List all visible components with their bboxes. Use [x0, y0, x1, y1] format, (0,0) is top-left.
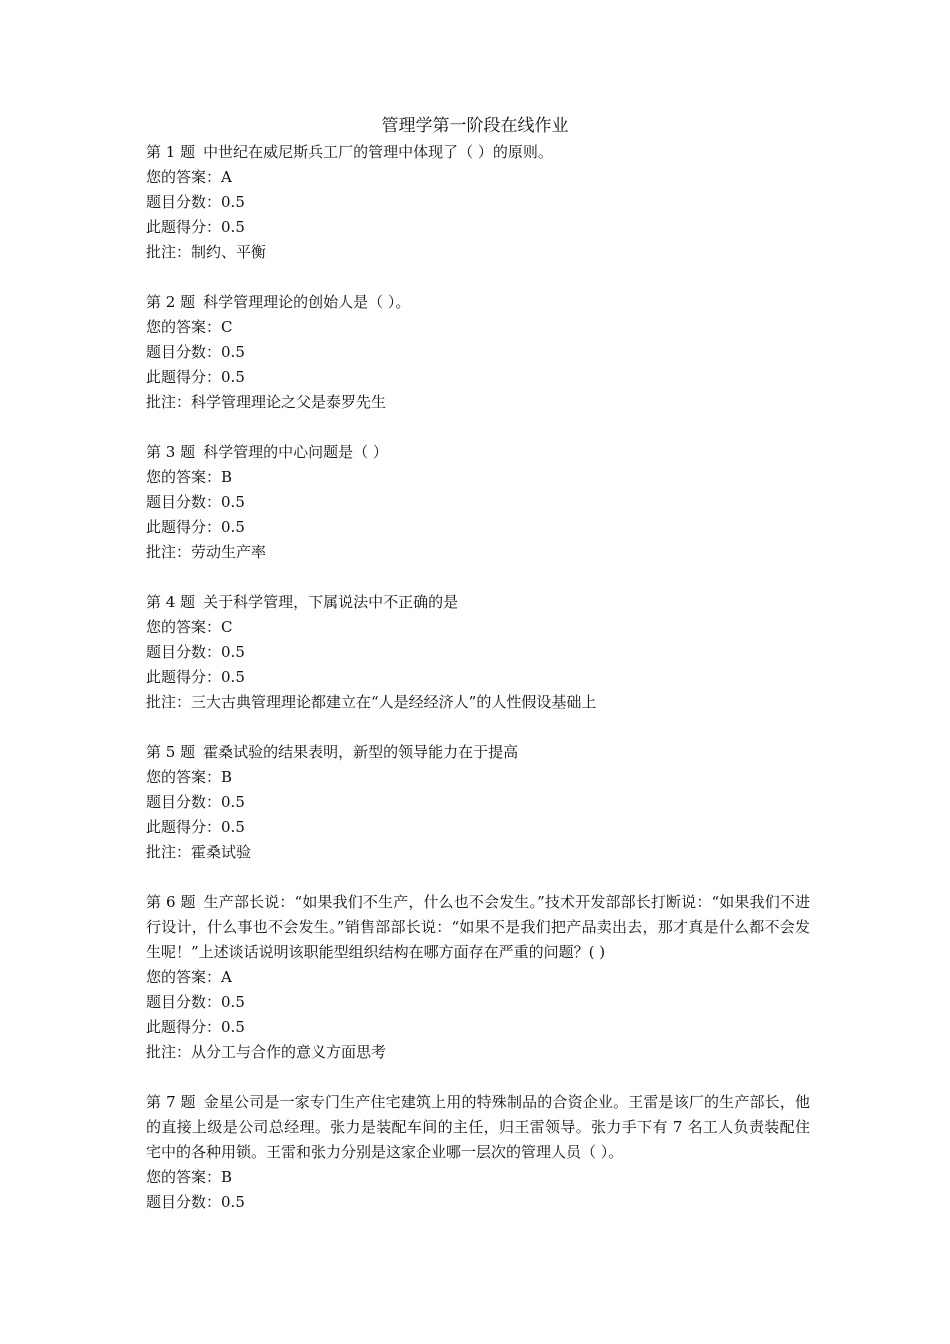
question-text-line: [146, 1090, 810, 1165]
total-score-line: [146, 990, 810, 1015]
note-label: 批注：: [146, 693, 192, 711]
note-value: 制约、平衡: [191, 243, 267, 261]
question-text-line: [146, 290, 810, 315]
answer-label: 您的答案：: [146, 618, 222, 636]
total-score-line: [146, 790, 810, 815]
note-line: [146, 390, 810, 415]
answer-label: 您的答案：: [146, 318, 222, 336]
earned-score-label: 此题得分：: [146, 218, 222, 236]
answer-label: 您的答案：: [146, 168, 222, 186]
earned-score-line: [146, 365, 810, 390]
note-value: 霍桑试验: [191, 843, 252, 861]
note-line: [146, 690, 810, 715]
question-text: 生产部长说：“如果我们不生产，什么也不会发生。”技术开发部部长打断说：“如果我们不进行设计，什么事也不会发生。”销售部部长说：“如果不是我们把产品卖出去，那才真是什么都不会发生呢！”上述谈话说明该职能型组织结构在哪方面存在严重的问题？( ): [146, 893, 810, 961]
answer-value: B: [221, 468, 233, 486]
note-line: [146, 240, 810, 265]
question-number: 第 5 题: [146, 743, 196, 761]
note-value: 劳动生产率: [191, 543, 267, 561]
answer-line: [146, 615, 810, 640]
question-block: [146, 290, 810, 415]
total-score-value: 0.5: [221, 343, 245, 361]
note-label: 批注：: [146, 843, 192, 861]
earned-score-label: 此题得分：: [146, 668, 222, 686]
answer-label: 您的答案：: [146, 468, 222, 486]
answer-value: A: [221, 968, 232, 986]
question-text-line: [146, 740, 810, 765]
total-score-label: 题目分数：: [146, 993, 222, 1011]
answer-line: [146, 765, 810, 790]
earned-score-line: [146, 515, 810, 540]
total-score-label: 题目分数：: [146, 643, 222, 661]
total-score-value: 0.5: [221, 193, 245, 211]
note-value: 从分工与合作的意义方面思考: [191, 1043, 387, 1061]
answer-line: [146, 965, 810, 990]
question-text-line: [146, 440, 810, 465]
earned-score-value: 0.5: [221, 218, 245, 236]
earned-score-value: 0.5: [221, 1018, 245, 1036]
answer-line: [146, 165, 810, 190]
answer-label: 您的答案：: [146, 968, 222, 986]
total-score-line: [146, 490, 810, 515]
question-block: [146, 890, 810, 1065]
note-label: 批注：: [146, 243, 192, 261]
question-number: 第 3 题: [146, 443, 196, 461]
question-block: [146, 740, 810, 865]
answer-line: [146, 1165, 810, 1190]
note-line: [146, 1040, 810, 1065]
answer-label: 您的答案：: [146, 768, 222, 786]
question-number: 第 7 题: [146, 1093, 196, 1111]
earned-score-value: 0.5: [221, 668, 245, 686]
answer-value: A: [221, 168, 232, 186]
question-text-line: [146, 590, 810, 615]
note-label: 批注：: [146, 393, 192, 411]
note-line: [146, 540, 810, 565]
earned-score-label: 此题得分：: [146, 1018, 222, 1036]
question-list: [146, 140, 810, 1240]
total-score-value: 0.5: [221, 993, 245, 1011]
answer-line: [146, 315, 810, 340]
answer-value: C: [221, 618, 233, 636]
question-block: [146, 140, 810, 265]
earned-score-line: [146, 665, 810, 690]
question-number: 第 2 题: [146, 293, 196, 311]
note-label: 批注：: [146, 1043, 192, 1061]
total-score-label: 题目分数：: [146, 343, 222, 361]
earned-score-value: 0.5: [221, 818, 245, 836]
answer-line: [146, 465, 810, 490]
question-text: 科学管理的中心问题是（ ）: [203, 443, 388, 461]
total-score-label: 题目分数：: [146, 793, 222, 811]
total-score-line: [146, 640, 810, 665]
note-value: 三大古典管理理论都建立在“人是经经济人”的人性假设基础上: [191, 693, 597, 711]
total-score-value: 0.5: [221, 643, 245, 661]
total-score-label: 题目分数：: [146, 493, 222, 511]
question-text-line: [146, 890, 810, 965]
answer-value: B: [221, 1168, 233, 1186]
question-block: [146, 440, 810, 565]
earned-score-label: 此题得分：: [146, 518, 222, 536]
question-text: 关于科学管理，下属说法中不正确的是: [203, 593, 459, 611]
earned-score-line: [146, 215, 810, 240]
total-score-label: 题目分数：: [146, 193, 222, 211]
earned-score-value: 0.5: [221, 368, 245, 386]
question-text: 中世纪在威尼斯兵工厂的管理中体现了（ ）的原则。: [203, 143, 553, 161]
total-score-value: 0.5: [221, 493, 245, 511]
question-number: 第 4 题: [146, 593, 196, 611]
answer-value: B: [221, 768, 233, 786]
question-text-line: [146, 140, 810, 165]
earned-score-line: [146, 815, 810, 840]
question-text: 金星公司是一家专门生产住宅建筑上用的特殊制品的合资企业。王雷是该厂的生产部长，他的直接上级是公司总经理。张力是装配车间的主任，归王雷领导。张力手下有 7 名工人负责装配住宅中的各种用锁。王雷和张力分别是这家企业哪一层次的管理人员（ ）。: [146, 1093, 810, 1161]
note-line: [146, 840, 810, 865]
total-score-line: [146, 340, 810, 365]
earned-score-label: 此题得分：: [146, 818, 222, 836]
total-score-label: 题目分数：: [146, 1193, 222, 1211]
question-number: 第 1 题: [146, 143, 196, 161]
document-title: 管理学第一阶段在线作业: [381, 116, 569, 136]
total-score-line: [146, 1190, 810, 1215]
earned-score-label: 此题得分：: [146, 368, 222, 386]
total-score-value: 0.5: [221, 1193, 245, 1211]
question-text: 科学管理理论的创始人是（ ）。: [203, 293, 411, 311]
total-score-line: [146, 190, 810, 215]
note-value: 科学管理理论之父是泰罗先生: [191, 393, 387, 411]
earned-score-line: [146, 1015, 810, 1040]
total-score-value: 0.5: [221, 793, 245, 811]
question-block: [146, 590, 810, 715]
question-block: [146, 1090, 810, 1215]
answer-value: C: [221, 318, 233, 336]
question-number: 第 6 题: [146, 893, 196, 911]
note-label: 批注：: [146, 543, 192, 561]
earned-score-value: 0.5: [221, 518, 245, 536]
question-text: 霍桑试验的结果表明，新型的领导能力在于提高: [203, 743, 519, 761]
answer-label: 您的答案：: [146, 1168, 222, 1186]
